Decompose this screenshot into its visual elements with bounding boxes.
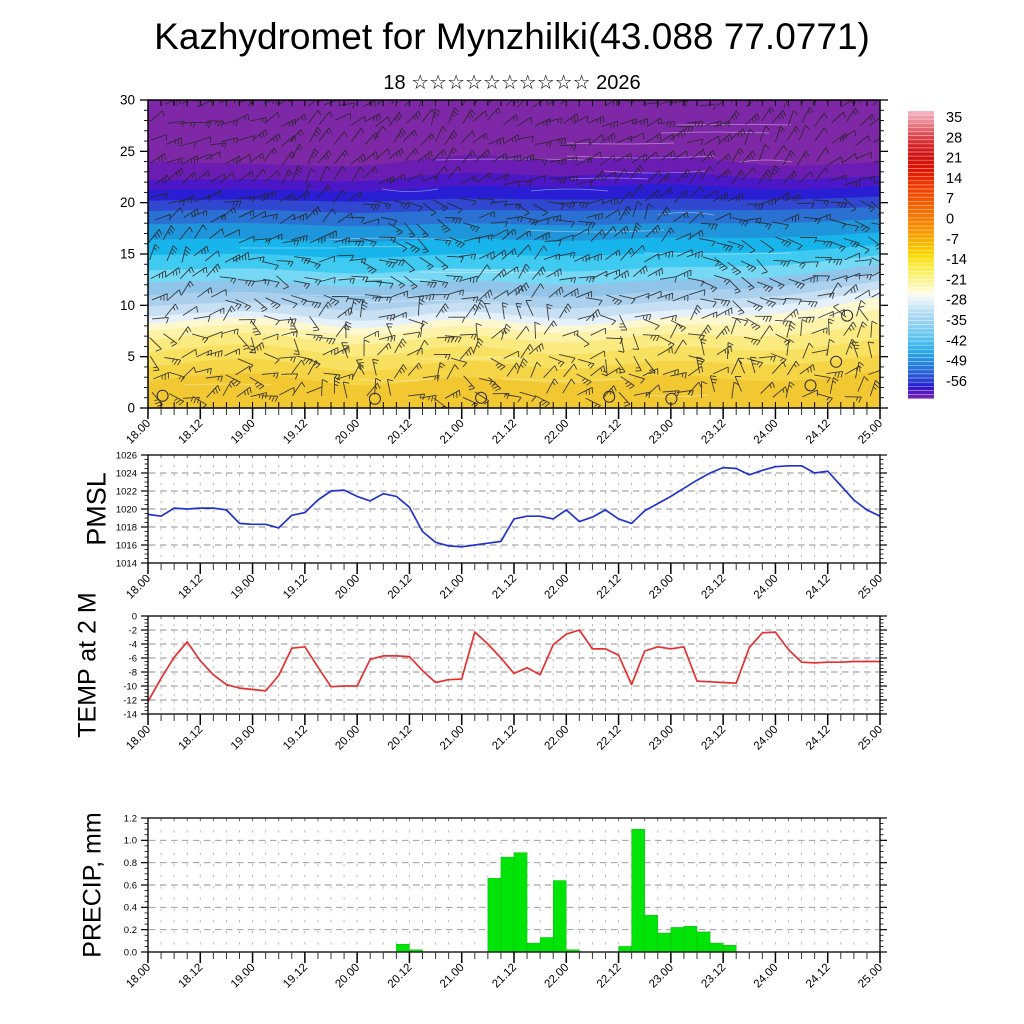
x-tick-label: 18.12: [176, 961, 206, 991]
pmsl-y-label: 1018: [115, 522, 137, 534]
x-tick-label: 23.00: [647, 417, 676, 447]
precip-bar: [488, 878, 501, 952]
colorbar-label: 21: [946, 150, 963, 167]
temp2m-panel: [123, 611, 887, 752]
colorbar-label: -14: [946, 252, 967, 269]
precip-bar: [697, 932, 710, 952]
x-tick-label: 20.00: [333, 723, 363, 753]
precip-panel: [124, 813, 887, 990]
x-tick-label: 19.12: [281, 572, 310, 602]
colorbar-label: -21: [946, 272, 967, 289]
x-tick-label: 19.12: [281, 961, 310, 991]
x-tick-label: 19.00: [228, 961, 258, 991]
precip-bar: [658, 933, 671, 952]
pmsl-y-label: 1022: [115, 486, 137, 498]
precip-bar: [501, 857, 514, 952]
precip-bar: [527, 943, 540, 952]
x-tick-label: 23.00: [647, 961, 676, 991]
colorbar-label: 14: [946, 170, 963, 187]
precip-bar: [619, 946, 632, 952]
pmsl-y-label: 1020: [115, 504, 137, 516]
x-tick-label: 18.00: [124, 417, 154, 447]
x-tick-label: 21.12: [490, 572, 520, 602]
x-tick-label: 24.00: [751, 572, 781, 602]
x-tick-label: 24.00: [751, 961, 781, 991]
cross-section-y-label: 10: [119, 297, 135, 313]
colorbar-label: 35: [946, 110, 963, 127]
precip-y-label: 0.4: [123, 902, 137, 914]
temp2m-y-label: -14: [123, 709, 137, 721]
precip-y-label: 1.2: [123, 813, 137, 825]
temp2m-y-label: 0: [131, 611, 137, 623]
x-tick-label: 22.12: [594, 723, 624, 753]
x-tick-label: 24.00: [751, 417, 781, 447]
x-tick-label: 22.12: [594, 572, 624, 602]
temp2m-y-label: -8: [128, 667, 137, 679]
temp2m-y-label: -4: [128, 639, 137, 651]
precip-y-label: 0.8: [123, 858, 137, 870]
x-tick-label: 19.00: [228, 723, 258, 753]
cross-section-x-axis: [124, 408, 885, 446]
colorbar-label: 7: [946, 191, 955, 208]
precip-bar: [645, 915, 658, 952]
temp2m-y-label: -6: [128, 653, 137, 665]
pmsl-line: [148, 466, 880, 547]
pmsl-series: [148, 466, 880, 547]
x-tick-label: 18.12: [176, 572, 206, 602]
precip-y-label: 0.0: [123, 947, 137, 959]
colorbar-label: -35: [946, 312, 967, 329]
pmsl-y-label: 1016: [115, 540, 137, 552]
precip-bar: [671, 927, 684, 952]
x-tick-label: 21.00: [437, 417, 467, 447]
x-tick-label: 20.00: [333, 961, 363, 991]
pmsl-y-label: 1026: [115, 450, 137, 462]
x-tick-label: 18.12: [176, 417, 206, 447]
x-tick-label: 20.12: [385, 417, 415, 447]
precip-bar: [514, 853, 527, 952]
cross-section-y-label: 0: [127, 400, 135, 416]
x-tick-label: 24.12: [803, 572, 833, 602]
temp2m-frame: [148, 616, 880, 714]
cross-section-panel: [120, 85, 890, 446]
subtitle-year: 2026: [596, 72, 641, 94]
pmsl-x-axis: [124, 563, 885, 601]
precip-series: [396, 829, 736, 952]
temp2m-x-axis: [124, 714, 885, 752]
x-tick-label: 21.12: [490, 417, 520, 447]
x-tick-label: 25.00: [856, 723, 886, 753]
cross-section-y-label: 25: [119, 143, 135, 159]
x-tick-label: 20.00: [333, 572, 363, 602]
temp2m-series: [148, 630, 880, 701]
x-tick-label: 22.00: [542, 417, 572, 447]
x-tick-label: 18.00: [124, 572, 154, 602]
cross-section-y-label: 20: [119, 195, 135, 211]
cross-section-y-label: 30: [119, 92, 135, 108]
x-tick-label: 21.00: [437, 572, 467, 602]
x-tick-label: 19.00: [228, 417, 258, 447]
x-tick-label: 23.12: [699, 723, 729, 753]
precip-bar: [540, 937, 553, 952]
temp2m-line: [148, 630, 880, 701]
x-tick-label: 22.12: [594, 417, 624, 447]
precip-bar: [553, 881, 566, 952]
pmsl-panel: [116, 450, 887, 601]
x-tick-label: 19.00: [228, 572, 258, 602]
x-tick-label: 19.12: [281, 723, 310, 753]
x-tick-label: 18.12: [176, 723, 206, 753]
x-tick-label: 23.12: [699, 961, 729, 991]
precip-axis-title: PRECIP, mm: [78, 812, 107, 958]
x-tick-label: 23.12: [699, 417, 729, 447]
x-tick-label: 20.12: [385, 572, 415, 602]
temp2m-y-label: -2: [128, 625, 137, 637]
colorbar-label: 0: [946, 211, 955, 228]
x-tick-label: 24.12: [803, 417, 833, 447]
x-tick-label: 22.00: [542, 723, 572, 753]
precip-bar: [723, 945, 736, 952]
x-tick-label: 25.00: [856, 417, 886, 447]
x-tick-label: 22.00: [542, 572, 572, 602]
x-tick-label: 25.00: [856, 572, 886, 602]
precip-y-label: 0.6: [123, 880, 137, 892]
precip-bar: [632, 829, 645, 952]
x-tick-label: 23.12: [699, 572, 729, 602]
cross-section-y-label: 5: [127, 349, 135, 365]
x-tick-label: 21.12: [490, 723, 520, 753]
pmsl-y-label: 1014: [115, 558, 137, 570]
x-tick-label: 22.12: [594, 961, 624, 991]
x-tick-label: 20.12: [385, 723, 415, 753]
pmsl-y-label: 1024: [115, 468, 137, 480]
temp-axis-title: TEMP at 2 M: [73, 592, 102, 738]
x-tick-label: 24.00: [751, 723, 781, 753]
x-tick-label: 21.12: [490, 961, 520, 991]
temp2m-y-label: -12: [123, 695, 137, 707]
colorbar-label: -42: [946, 333, 967, 350]
pmsl-axis-title: PMSL: [81, 472, 112, 546]
x-tick-label: 20.00: [333, 417, 363, 447]
x-tick-label: 24.12: [803, 723, 833, 753]
precip-y-label: 1.0: [123, 835, 137, 847]
x-tick-label: 19.12: [281, 417, 310, 447]
x-tick-label: 21.00: [437, 723, 467, 753]
subtitle-stars: ☆☆☆☆☆☆☆☆☆☆: [411, 72, 591, 94]
colorbar-label: -49: [946, 353, 967, 370]
subtitle-day: 18: [383, 72, 406, 94]
x-tick-label: 20.12: [385, 961, 415, 991]
precip-bar: [684, 926, 697, 952]
colorbar-label: -7: [946, 231, 959, 248]
x-tick-label: 22.00: [542, 961, 572, 991]
precip-bar: [710, 943, 723, 952]
colorbar: [908, 110, 967, 399]
x-tick-label: 23.00: [647, 572, 676, 602]
colorbar-label: -28: [946, 292, 967, 309]
temp2m-grid: [149, 616, 879, 713]
colorbar-label: 28: [946, 130, 963, 147]
x-tick-label: 23.00: [647, 723, 676, 753]
x-tick-label: 25.00: [856, 961, 886, 991]
x-tick-label: 24.12: [803, 961, 833, 991]
x-tick-label: 21.00: [437, 961, 467, 991]
precip-x-axis: [124, 952, 885, 990]
precip-y-label: 0.2: [123, 925, 137, 937]
cross-section-field: [148, 85, 890, 411]
pmsl-grid: [149, 455, 879, 562]
temp2m-y-label: -10: [123, 681, 137, 693]
x-tick-label: 18.00: [124, 961, 154, 991]
cross-section-y-label: 15: [119, 246, 135, 262]
precip-bar: [396, 944, 409, 952]
page-title: Kazhydromet for Mynzhilki(43.088 77.0771): [154, 16, 870, 57]
x-tick-label: 18.00: [124, 723, 154, 753]
colorbar-label: -56: [946, 373, 967, 390]
